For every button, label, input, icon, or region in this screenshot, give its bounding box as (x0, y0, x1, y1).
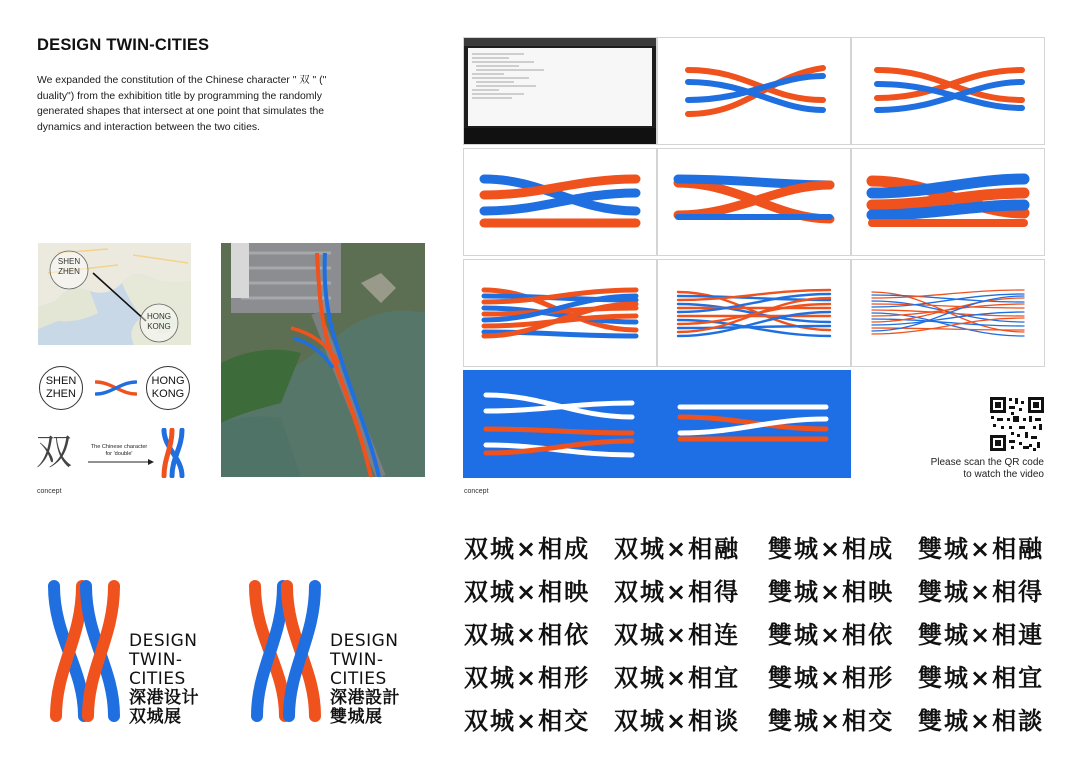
city-a-circle (39, 366, 83, 410)
logo-line: DESIGN (129, 631, 198, 651)
map-image (38, 243, 191, 345)
slogan: 双城×相形 (464, 664, 591, 692)
process-panel-8 (657, 259, 851, 367)
process-panel-10 (463, 370, 657, 478)
logo-wordmark-simplified (129, 632, 199, 727)
process-panel-5 (657, 148, 851, 256)
logo-line: 雙城展 (330, 707, 383, 727)
process-panel-9 (851, 259, 1045, 367)
slogan: 双城×相连 (614, 621, 741, 649)
city-a-line1: SHEN (45, 375, 77, 387)
map-city-a-line2: ZHEN (58, 267, 80, 276)
city-a-line2: ZHEN (46, 388, 76, 400)
logo-line: CITIES (330, 669, 387, 689)
process-panel-3 (851, 37, 1045, 145)
city-b-circle (146, 366, 190, 410)
slogan: 双城×相映 (464, 578, 591, 606)
description-text: We expanded the constitution of the Chinese character " 双 " (" duality") from the exhibition title by programming the randomly generated shapes that intersect at one point that simulates the dynamics and interaction between the two cities. (37, 75, 327, 133)
map-city-b-line2: KONG (147, 322, 171, 331)
twin-strands-icon (95, 377, 137, 399)
process-panel-4 (463, 148, 657, 256)
arrow-label-line2: for 'double' (105, 451, 133, 457)
city-b-line1: HONG (151, 375, 185, 387)
process-panel-6 (851, 148, 1045, 256)
slogan: 双城×相交 (464, 707, 591, 735)
qr-line1: Please scan the QR code (930, 457, 1044, 468)
slogan: 雙城×相依 (768, 621, 895, 649)
logo-mark-traditional (245, 578, 325, 724)
slogan: 双城×相得 (614, 578, 741, 606)
arrow-label (82, 444, 156, 458)
slogan: 雙城×相連 (918, 621, 1045, 649)
page-title: DESIGN TWIN-CITIES (37, 36, 210, 54)
slogan: 双城×相宜 (614, 664, 741, 692)
qr-instruction (931, 457, 1044, 481)
logo-line: CITIES (129, 669, 186, 689)
slogan: 雙城×相形 (768, 664, 895, 692)
logo-line: 深港设计 (129, 688, 199, 708)
slogan: 雙城×相得 (918, 578, 1045, 606)
slogan: 双城×相融 (614, 535, 741, 563)
arrow-icon (88, 458, 154, 466)
slogan: 雙城×相成 (768, 535, 895, 563)
city-b-line2: KONG (151, 388, 185, 400)
logo-mark-simplified (44, 578, 124, 724)
logo-wordmark-traditional (330, 632, 400, 727)
double-character: 双 (36, 432, 73, 473)
braided-double-icon (158, 428, 188, 478)
aerial-photo (221, 243, 425, 477)
qr-code-icon[interactable] (989, 396, 1045, 452)
logo-line: TWIN- (330, 650, 384, 670)
concept-caption-right: concept (464, 488, 489, 495)
slogan: 雙城×相融 (918, 535, 1045, 563)
slogan: 双城×相谈 (614, 707, 741, 735)
slogan: 双城×相依 (464, 621, 591, 649)
slogan: 雙城×相交 (768, 707, 895, 735)
logo-line: 双城展 (129, 707, 182, 727)
process-panel-11 (657, 370, 851, 478)
process-panel-2 (657, 37, 851, 145)
slogan: 双城×相成 (464, 535, 591, 563)
logo-line: 深港設計 (330, 688, 400, 708)
slogan: 雙城×相映 (768, 578, 895, 606)
logo-line: TWIN- (129, 650, 183, 670)
slogan: 雙城×相宜 (918, 664, 1045, 692)
arrow-label-line1: The Chinese character (90, 444, 148, 450)
concept-caption-left: concept (37, 488, 62, 495)
map-city-a-line1: SHEN (57, 257, 81, 266)
map-city-b-line1: HONG (147, 312, 171, 321)
slogan: 雙城×相談 (918, 707, 1045, 735)
process-panel-7 (463, 259, 657, 367)
logo-line: DESIGN (330, 631, 399, 651)
code-screenshot-panel (463, 37, 657, 145)
qr-line2: to watch the video (963, 469, 1044, 480)
